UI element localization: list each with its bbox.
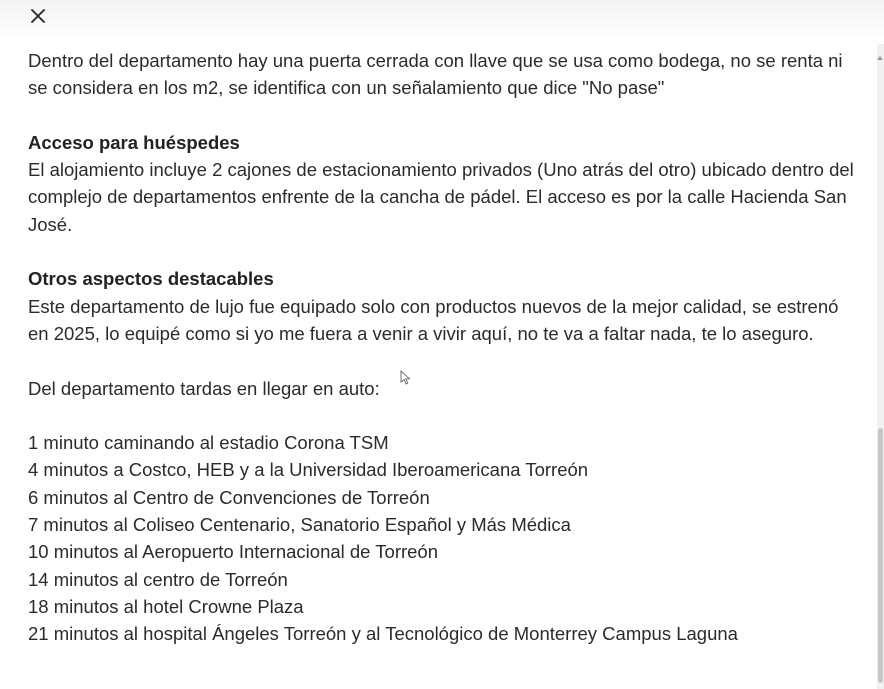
spacer xyxy=(28,402,858,429)
spacer xyxy=(28,102,858,129)
spacer xyxy=(28,347,858,374)
other-highlights-paragraph: Este departamento de lujo fue equipado solo con productos nuevos de la mejor calidad, se estrenó en 2025, lo equipé como si yo me fuera a venir a vivir aquí, no te va a faltar nada, te lo aseguro. xyxy=(28,295,839,344)
close-button[interactable] xyxy=(26,4,50,28)
list-item: 18 minutos al hotel Crowne Plaza xyxy=(28,595,304,617)
list-item: 1 minuto caminando al estadio Corona TSM xyxy=(28,432,389,454)
close-icon xyxy=(31,9,45,23)
scroll-up-arrow-icon[interactable] xyxy=(877,56,883,60)
spacer xyxy=(28,238,858,265)
description-content xyxy=(28,47,858,648)
scrollbar-thumb[interactable] xyxy=(878,428,883,683)
list-item: 14 minutos al centro de Torreón xyxy=(28,568,288,590)
list-item: 7 minutos al Coliseo Centenario, Sanatorio Español y Más Médica xyxy=(28,514,571,536)
list-item: 4 minutos a Costco, HEB y a la Universidad Iberoamericana Torreón xyxy=(28,459,589,481)
guest-access-paragraph: El alojamiento incluye 2 cajones de estacionamiento privados (Uno atrás del otro) ubicado dentro del complejo de departamentos enfrente de la cancha de pádel. El acceso es por la calle Hacienda San José. xyxy=(28,159,854,235)
travel-times-list xyxy=(28,429,858,647)
other-highlights-heading: Otros aspectos destacables xyxy=(28,268,274,290)
modal-header xyxy=(0,0,884,44)
mouse-cursor-icon xyxy=(400,370,412,386)
guest-access-heading: Acceso para huéspedes xyxy=(28,131,240,153)
intro-paragraph: Dentro del departamento hay una puerta cerrada con llave que se usa como bodega, no se renta ni se considera en los m2, se identifica con un señalamiento que dice "No pase" xyxy=(28,50,843,99)
travel-intro: Del departamento tardas en llegar en auto: xyxy=(28,377,380,399)
list-item: 6 minutos al Centro de Convenciones de Torreón xyxy=(28,486,430,508)
list-item: 10 minutos al Aeropuerto Internacional de Torreón xyxy=(28,541,439,563)
list-item: 21 minutos al hospital Ángeles Torreón y al Tecnológico de Monterrey Campus Laguna xyxy=(28,623,738,645)
